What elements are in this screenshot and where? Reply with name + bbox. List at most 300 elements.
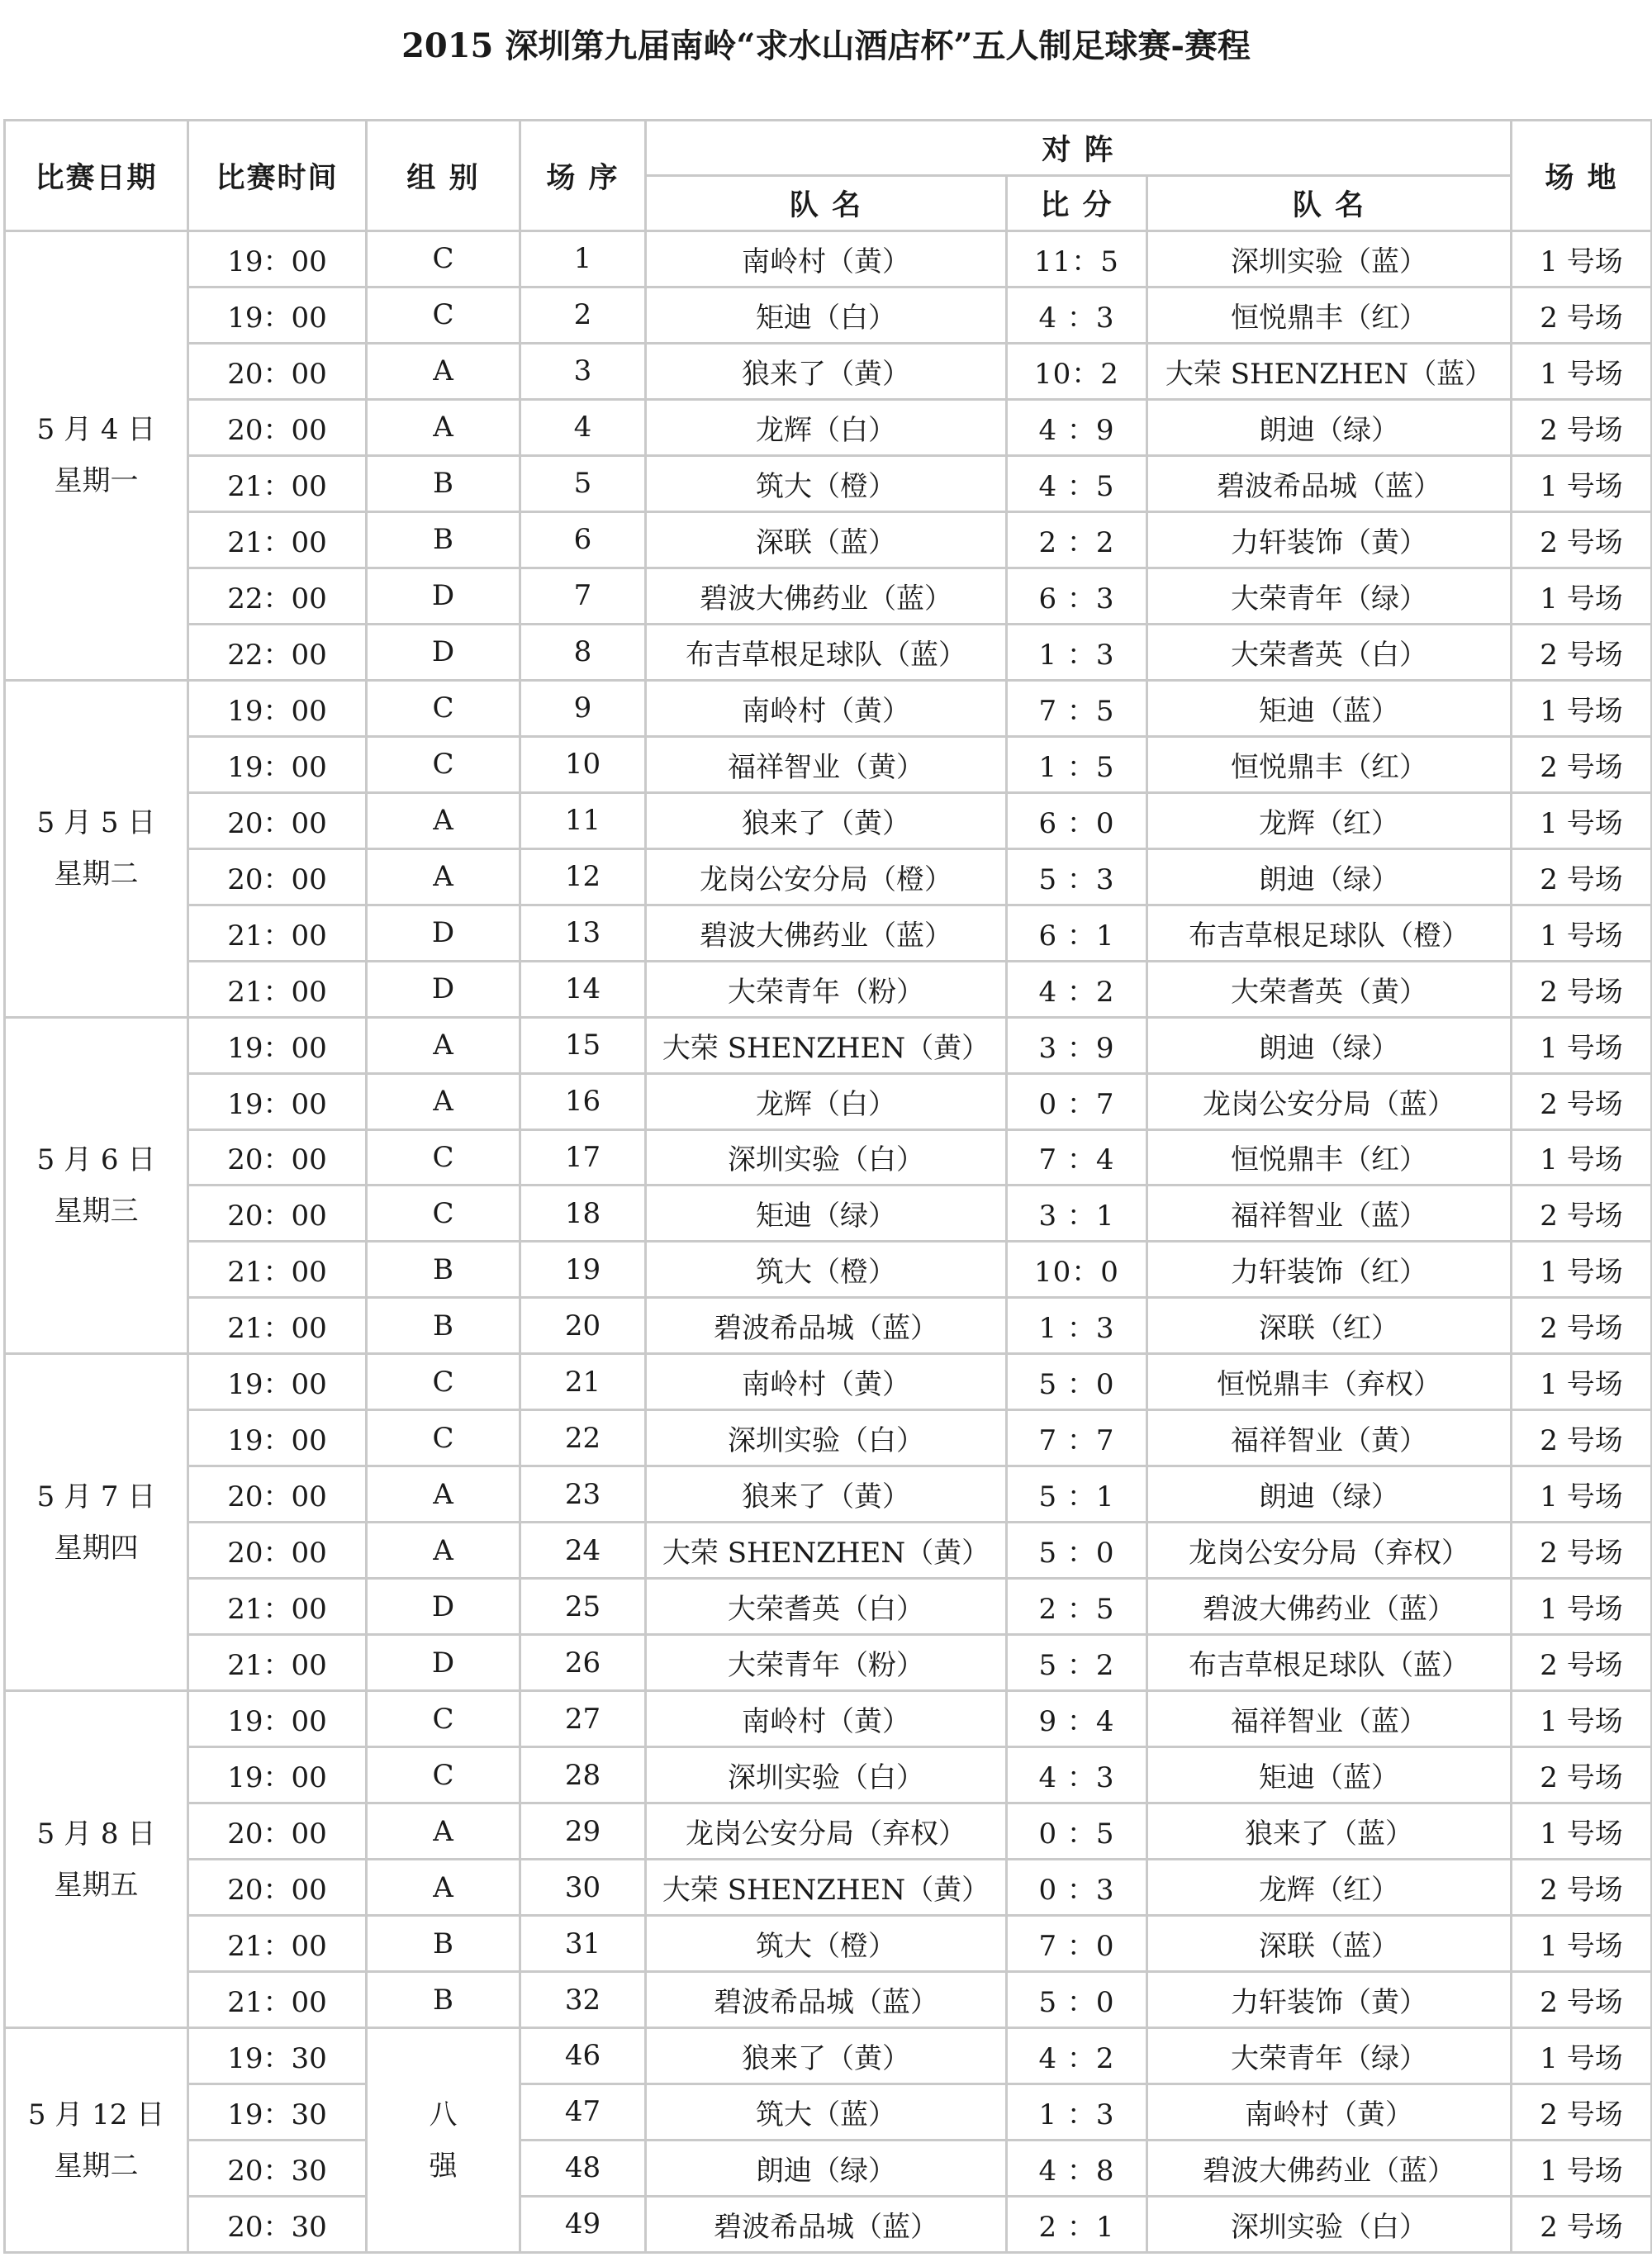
- match-group: C: [367, 680, 520, 736]
- header-order: 场 序: [520, 121, 646, 231]
- team-b-name: 南岭村（黄）: [1147, 2084, 1512, 2140]
- match-row: [5, 905, 1652, 961]
- match-group: D: [367, 905, 520, 961]
- match-venue: 1 号场: [1512, 680, 1652, 736]
- match-time: 21：00: [188, 1298, 367, 1354]
- team-a-name: 深圳实验（白）: [646, 1747, 1007, 1803]
- team-b-name: 福祥智业（蓝）: [1147, 1186, 1512, 1242]
- match-score: 6 ：3: [1007, 568, 1147, 624]
- team-a-name: 筑大（橙）: [646, 455, 1007, 511]
- match-time: 20：30: [188, 2196, 367, 2252]
- match-row: [5, 287, 1652, 343]
- match-venue: 1 号场: [1512, 792, 1652, 848]
- team-b-name: 大荣 SHENZHEN（蓝）: [1147, 343, 1512, 399]
- team-a-name: 大荣青年（粉）: [646, 1635, 1007, 1691]
- match-group: A: [367, 1466, 520, 1523]
- team-b-name: 恒悦鼎丰（红）: [1147, 736, 1512, 792]
- match-number: 6: [520, 511, 646, 568]
- match-group: C: [367, 1691, 520, 1747]
- match-venue: 2 号场: [1512, 287, 1652, 343]
- match-row: [5, 1242, 1652, 1298]
- match-number: 3: [520, 343, 646, 399]
- match-score: 1 ：3: [1007, 624, 1147, 680]
- match-group: A: [367, 848, 520, 905]
- match-score: 1 ：3: [1007, 2084, 1147, 2140]
- match-number: 20: [520, 1298, 646, 1354]
- match-score: 4 ：3: [1007, 287, 1147, 343]
- team-a-name: 福祥智业（黄）: [646, 736, 1007, 792]
- match-row: [5, 231, 1652, 287]
- match-row: [5, 1579, 1652, 1635]
- match-number: 1: [520, 231, 646, 287]
- match-group: C: [367, 1186, 520, 1242]
- match-group: B: [367, 1916, 520, 1972]
- match-venue: 2 号场: [1512, 624, 1652, 680]
- match-number: 12: [520, 848, 646, 905]
- match-venue: 2 号场: [1512, 1972, 1652, 2028]
- team-b-name: 朗迪（绿）: [1147, 1466, 1512, 1523]
- match-time: 19：00: [188, 1410, 367, 1466]
- match-time: 20：00: [188, 399, 367, 455]
- match-number: 11: [520, 792, 646, 848]
- match-number: 28: [520, 1747, 646, 1803]
- match-group: A: [367, 1860, 520, 1916]
- team-a-name: 朗迪（绿）: [646, 2140, 1007, 2196]
- header-team-b: 队 名: [1147, 176, 1512, 231]
- match-time: 21：00: [188, 511, 367, 568]
- match-group: B: [367, 1242, 520, 1298]
- match-time: 21：00: [188, 1972, 367, 2028]
- match-row: [5, 511, 1652, 568]
- match-venue: 1 号场: [1512, 231, 1652, 287]
- team-b-name: 福祥智业（黄）: [1147, 1410, 1512, 1466]
- match-date-cell: [5, 1354, 188, 1691]
- match-number: 24: [520, 1523, 646, 1579]
- match-time: 20：00: [188, 343, 367, 399]
- match-number: 30: [520, 1860, 646, 1916]
- stage-label: 强: [429, 2149, 458, 2183]
- match-row: [5, 455, 1652, 511]
- match-score: 5 ：0: [1007, 1972, 1147, 2028]
- table-body: [5, 231, 1652, 2253]
- match-venue: 2 号场: [1512, 1860, 1652, 1916]
- match-venue: 1 号场: [1512, 1466, 1652, 1523]
- match-group: D: [367, 568, 520, 624]
- match-date: 5 月 8 日: [36, 1817, 156, 1851]
- match-group: C: [367, 1354, 520, 1410]
- match-date: 5 月 12 日: [27, 2098, 165, 2131]
- match-number: 4: [520, 399, 646, 455]
- match-row: [5, 1186, 1652, 1242]
- team-b-name: 碧波大佛药业（蓝）: [1147, 2140, 1512, 2196]
- match-number: 8: [520, 624, 646, 680]
- match-time: 19：00: [188, 736, 367, 792]
- match-time: 19：00: [188, 287, 367, 343]
- match-venue: 2 号场: [1512, 2196, 1652, 2252]
- match-group: C: [367, 1129, 520, 1186]
- match-group: C: [367, 736, 520, 792]
- match-group: A: [367, 1523, 520, 1579]
- match-group: A: [367, 1803, 520, 1860]
- stage-cell: [367, 2028, 520, 2253]
- match-venue: 2 号场: [1512, 1073, 1652, 1129]
- team-a-name: 筑大（橙）: [646, 1916, 1007, 1972]
- match-time: 22：00: [188, 568, 367, 624]
- match-score: 11：5: [1007, 231, 1147, 287]
- match-number: 14: [520, 961, 646, 1017]
- match-row: [5, 848, 1652, 905]
- match-time: 19：00: [188, 1747, 367, 1803]
- team-b-name: 力轩装饰（红）: [1147, 1242, 1512, 1298]
- match-score: 7 ：0: [1007, 1916, 1147, 1972]
- match-row: [5, 792, 1652, 848]
- team-a-name: 碧波希品城（蓝）: [646, 2196, 1007, 2252]
- match-venue: 1 号场: [1512, 2028, 1652, 2084]
- match-time: 21：00: [188, 1242, 367, 1298]
- match-venue: 1 号场: [1512, 1354, 1652, 1410]
- match-venue: 1 号场: [1512, 1129, 1652, 1186]
- match-time: 21：00: [188, 905, 367, 961]
- match-row: [5, 1129, 1652, 1186]
- match-row: [5, 399, 1652, 455]
- match-row: [5, 2084, 1652, 2140]
- match-time: 19：30: [188, 2028, 367, 2084]
- match-score: 3 ：1: [1007, 1186, 1147, 1242]
- match-time: 20：00: [188, 848, 367, 905]
- team-a-name: 深圳实验（白）: [646, 1129, 1007, 1186]
- match-group: B: [367, 511, 520, 568]
- match-group: C: [367, 231, 520, 287]
- match-row: [5, 1916, 1652, 1972]
- match-group: B: [367, 455, 520, 511]
- team-a-name: 龙岗公安分局（橙）: [646, 848, 1007, 905]
- match-time: 21：00: [188, 455, 367, 511]
- team-a-name: 碧波大佛药业（蓝）: [646, 905, 1007, 961]
- team-b-name: 恒悦鼎丰（红）: [1147, 287, 1512, 343]
- match-score: 0 ：3: [1007, 1860, 1147, 1916]
- match-weekday: 星期四: [54, 1531, 139, 1565]
- match-time: 20：30: [188, 2140, 367, 2196]
- match-row: [5, 1073, 1652, 1129]
- match-time: 19：30: [188, 2084, 367, 2140]
- team-b-name: 福祥智业（蓝）: [1147, 1691, 1512, 1747]
- match-score: 2 ：1: [1007, 2196, 1147, 2252]
- match-venue: 2 号场: [1512, 399, 1652, 455]
- table-header: [5, 121, 1652, 231]
- match-date-cell: [5, 2028, 188, 2253]
- match-number: 13: [520, 905, 646, 961]
- match-number: 10: [520, 736, 646, 792]
- match-time: 20：00: [188, 1466, 367, 1523]
- team-a-name: 狼来了（黄）: [646, 343, 1007, 399]
- team-a-name: 深联（蓝）: [646, 511, 1007, 568]
- header-score: 比 分: [1007, 176, 1147, 231]
- team-b-name: 龙辉（红）: [1147, 1860, 1512, 1916]
- header-date: 比赛日期: [5, 121, 188, 231]
- match-row: [5, 568, 1652, 624]
- match-row: [5, 343, 1652, 399]
- team-b-name: 狼来了（蓝）: [1147, 1803, 1512, 1860]
- match-score: 1 ：5: [1007, 736, 1147, 792]
- match-row: [5, 1017, 1652, 1073]
- match-score: 4 ：2: [1007, 2028, 1147, 2084]
- match-number: 21: [520, 1354, 646, 1410]
- match-venue: 1 号场: [1512, 343, 1652, 399]
- match-group: B: [367, 1298, 520, 1354]
- match-group: A: [367, 399, 520, 455]
- match-venue: 1 号场: [1512, 568, 1652, 624]
- match-number: 29: [520, 1803, 646, 1860]
- match-row: [5, 1860, 1652, 1916]
- team-a-name: 筑大（蓝）: [646, 2084, 1007, 2140]
- team-b-name: 大荣耆英（白）: [1147, 624, 1512, 680]
- match-group: D: [367, 1635, 520, 1691]
- match-row: [5, 1691, 1652, 1747]
- team-b-name: 深圳实验（白）: [1147, 2196, 1512, 2252]
- match-group: B: [367, 1972, 520, 2028]
- match-row: [5, 2140, 1652, 2196]
- match-time: 19：00: [188, 1691, 367, 1747]
- match-number: 15: [520, 1017, 646, 1073]
- match-venue: 2 号场: [1512, 848, 1652, 905]
- match-group: C: [367, 1747, 520, 1803]
- document-title: 2015 深圳第九届南岭“求水山酒店杯”五人制足球赛-赛程: [401, 26, 1251, 65]
- match-date-cell: [5, 1691, 188, 2028]
- match-time: 19：00: [188, 1017, 367, 1073]
- match-time: 19：00: [188, 680, 367, 736]
- team-b-name: 力轩装饰（黄）: [1147, 511, 1512, 568]
- match-venue: 1 号场: [1512, 2140, 1652, 2196]
- match-score: 5 ：2: [1007, 1635, 1147, 1691]
- team-a-name: 南岭村（黄）: [646, 1691, 1007, 1747]
- match-venue: 1 号场: [1512, 905, 1652, 961]
- team-a-name: 龙辉（白）: [646, 399, 1007, 455]
- team-a-name: 大荣 SHENZHEN（黄）: [646, 1860, 1007, 1916]
- match-row: [5, 1803, 1652, 1860]
- match-time: 20：00: [188, 1860, 367, 1916]
- match-group: A: [367, 1073, 520, 1129]
- match-venue: 2 号场: [1512, 961, 1652, 1017]
- header-team-a: 队 名: [646, 176, 1007, 231]
- match-venue: 2 号场: [1512, 1298, 1652, 1354]
- match-number: 48: [520, 2140, 646, 2196]
- match-score: 2 ：5: [1007, 1579, 1147, 1635]
- match-group: D: [367, 1579, 520, 1635]
- team-b-name: 布吉草根足球队（橙）: [1147, 905, 1512, 961]
- match-score: 6 ：0: [1007, 792, 1147, 848]
- match-number: 26: [520, 1635, 646, 1691]
- match-number: 16: [520, 1073, 646, 1129]
- match-date: 5 月 5 日: [36, 806, 156, 840]
- match-group: C: [367, 1410, 520, 1466]
- match-number: 32: [520, 1972, 646, 2028]
- match-row: [5, 624, 1652, 680]
- match-venue: 2 号场: [1512, 2084, 1652, 2140]
- match-score: 4 ：9: [1007, 399, 1147, 455]
- match-group: A: [367, 343, 520, 399]
- match-score: 1 ：3: [1007, 1298, 1147, 1354]
- match-venue: 1 号场: [1512, 1916, 1652, 1972]
- match-weekday: 星期二: [54, 2149, 139, 2183]
- match-score: 2 ：2: [1007, 511, 1147, 568]
- match-number: 22: [520, 1410, 646, 1466]
- team-b-name: 大荣青年（绿）: [1147, 2028, 1512, 2084]
- match-date: 5 月 6 日: [36, 1143, 156, 1176]
- match-group: D: [367, 624, 520, 680]
- team-b-name: 矩迪（蓝）: [1147, 680, 1512, 736]
- match-weekday: 星期三: [54, 1194, 139, 1228]
- match-number: 2: [520, 287, 646, 343]
- team-a-name: 大荣 SHENZHEN（黄）: [646, 1017, 1007, 1073]
- team-a-name: 筑大（橙）: [646, 1242, 1007, 1298]
- team-a-name: 南岭村（黄）: [646, 231, 1007, 287]
- match-time: 19：00: [188, 1073, 367, 1129]
- match-row: [5, 1410, 1652, 1466]
- team-a-name: 南岭村（黄）: [646, 1354, 1007, 1410]
- team-b-name: 朗迪（绿）: [1147, 848, 1512, 905]
- team-b-name: 碧波希品城（蓝）: [1147, 455, 1512, 511]
- team-b-name: 深联（红）: [1147, 1298, 1512, 1354]
- schedule-table: [3, 119, 1652, 2254]
- team-b-name: 碧波大佛药业（蓝）: [1147, 1579, 1512, 1635]
- match-number: 46: [520, 2028, 646, 2084]
- match-group: A: [367, 792, 520, 848]
- match-score: 4 ：8: [1007, 2140, 1147, 2196]
- team-a-name: 布吉草根足球队（蓝）: [646, 624, 1007, 680]
- match-time: 22：00: [188, 624, 367, 680]
- team-b-name: 矩迪（蓝）: [1147, 1747, 1512, 1803]
- match-score: 7 ：5: [1007, 680, 1147, 736]
- team-a-name: 南岭村（黄）: [646, 680, 1007, 736]
- header-venue: 场 地: [1512, 121, 1652, 231]
- match-venue: 2 号场: [1512, 1635, 1652, 1691]
- match-venue: 1 号场: [1512, 1803, 1652, 1860]
- match-number: 25: [520, 1579, 646, 1635]
- team-b-name: 朗迪（绿）: [1147, 1017, 1512, 1073]
- match-row: [5, 1635, 1652, 1691]
- match-time: 20：00: [188, 1803, 367, 1860]
- match-number: 31: [520, 1916, 646, 1972]
- match-venue: 2 号场: [1512, 1410, 1652, 1466]
- match-number: 9: [520, 680, 646, 736]
- match-number: 5: [520, 455, 646, 511]
- match-number: 19: [520, 1242, 646, 1298]
- team-b-name: 朗迪（绿）: [1147, 399, 1512, 455]
- team-a-name: 大荣 SHENZHEN（黄）: [646, 1523, 1007, 1579]
- match-score: 10：0: [1007, 1242, 1147, 1298]
- match-number: 23: [520, 1466, 646, 1523]
- team-a-name: 矩迪（绿）: [646, 1186, 1007, 1242]
- match-score: 0 ：7: [1007, 1073, 1147, 1129]
- match-venue: 1 号场: [1512, 1579, 1652, 1635]
- match-row: [5, 961, 1652, 1017]
- match-score: 7 ：4: [1007, 1129, 1147, 1186]
- match-time: 19：00: [188, 1354, 367, 1410]
- match-venue: 2 号场: [1512, 736, 1652, 792]
- match-venue: 2 号场: [1512, 1523, 1652, 1579]
- match-score: 5 ：1: [1007, 1466, 1147, 1523]
- team-a-name: 大荣耆英（白）: [646, 1579, 1007, 1635]
- match-venue: 2 号场: [1512, 511, 1652, 568]
- match-date: 5 月 4 日: [36, 413, 156, 447]
- match-date-cell: [5, 1017, 188, 1354]
- team-a-name: 深圳实验（白）: [646, 1410, 1007, 1466]
- match-score: 6 ：1: [1007, 905, 1147, 961]
- match-weekday: 星期二: [54, 858, 139, 891]
- match-time: 21：00: [188, 1635, 367, 1691]
- team-a-name: 大荣青年（粉）: [646, 961, 1007, 1017]
- match-number: 18: [520, 1186, 646, 1242]
- match-venue: 1 号场: [1512, 455, 1652, 511]
- match-score: 10：2: [1007, 343, 1147, 399]
- match-row: [5, 1298, 1652, 1354]
- match-venue: 1 号场: [1512, 1691, 1652, 1747]
- match-venue: 2 号场: [1512, 1747, 1652, 1803]
- match-venue: 1 号场: [1512, 1017, 1652, 1073]
- team-a-name: 碧波希品城（蓝）: [646, 1298, 1007, 1354]
- header-matchup: 对 阵: [646, 121, 1512, 176]
- match-row: [5, 2028, 1652, 2084]
- match-row: [5, 1354, 1652, 1410]
- match-time: 19：00: [188, 231, 367, 287]
- header-time: 比赛时间: [188, 121, 367, 231]
- match-score: 4 ：2: [1007, 961, 1147, 1017]
- team-b-name: 深联（蓝）: [1147, 1916, 1512, 1972]
- match-weekday: 星期一: [54, 464, 139, 498]
- match-date: 5 月 7 日: [36, 1480, 156, 1513]
- match-time: 20：00: [188, 792, 367, 848]
- match-row: [5, 1523, 1652, 1579]
- match-time: 20：00: [188, 1186, 367, 1242]
- match-score: 9 ：4: [1007, 1691, 1147, 1747]
- team-b-name: 深圳实验（蓝）: [1147, 231, 1512, 287]
- team-a-name: 龙岗公安分局（弃权）: [646, 1803, 1007, 1860]
- match-time: 21：00: [188, 961, 367, 1017]
- stage-label: 八: [429, 2098, 458, 2131]
- team-a-name: 龙辉（白）: [646, 1073, 1007, 1129]
- match-score: 5 ：3: [1007, 848, 1147, 905]
- team-b-name: 布吉草根足球队（蓝）: [1147, 1635, 1512, 1691]
- team-a-name: 狼来了（黄）: [646, 1466, 1007, 1523]
- match-score: 3 ：9: [1007, 1017, 1147, 1073]
- match-group: D: [367, 961, 520, 1017]
- match-number: 47: [520, 2084, 646, 2140]
- match-weekday: 星期五: [54, 1868, 139, 1902]
- team-a-name: 狼来了（黄）: [646, 2028, 1007, 2084]
- team-b-name: 恒悦鼎丰（红）: [1147, 1129, 1512, 1186]
- match-group: A: [367, 1017, 520, 1073]
- team-b-name: 大荣耆英（黄）: [1147, 961, 1512, 1017]
- team-b-name: 龙岗公安分局（蓝）: [1147, 1073, 1512, 1129]
- match-score: 5 ：0: [1007, 1354, 1147, 1410]
- team-b-name: 龙辉（红）: [1147, 792, 1512, 848]
- match-row: [5, 2196, 1652, 2252]
- match-time: 21：00: [188, 1916, 367, 1972]
- match-date-cell: [5, 231, 188, 681]
- match-score: 7 ：7: [1007, 1410, 1147, 1466]
- match-number: 7: [520, 568, 646, 624]
- match-score: 5 ：0: [1007, 1523, 1147, 1579]
- match-venue: 1 号场: [1512, 1242, 1652, 1298]
- team-a-name: 狼来了（黄）: [646, 792, 1007, 848]
- match-number: 17: [520, 1129, 646, 1186]
- match-score: 4 ：5: [1007, 455, 1147, 511]
- team-b-name: 恒悦鼎丰（弃权）: [1147, 1354, 1512, 1410]
- match-time: 21：00: [188, 1579, 367, 1635]
- match-venue: 2 号场: [1512, 1186, 1652, 1242]
- match-row: [5, 680, 1652, 736]
- match-score: 0 ：5: [1007, 1803, 1147, 1860]
